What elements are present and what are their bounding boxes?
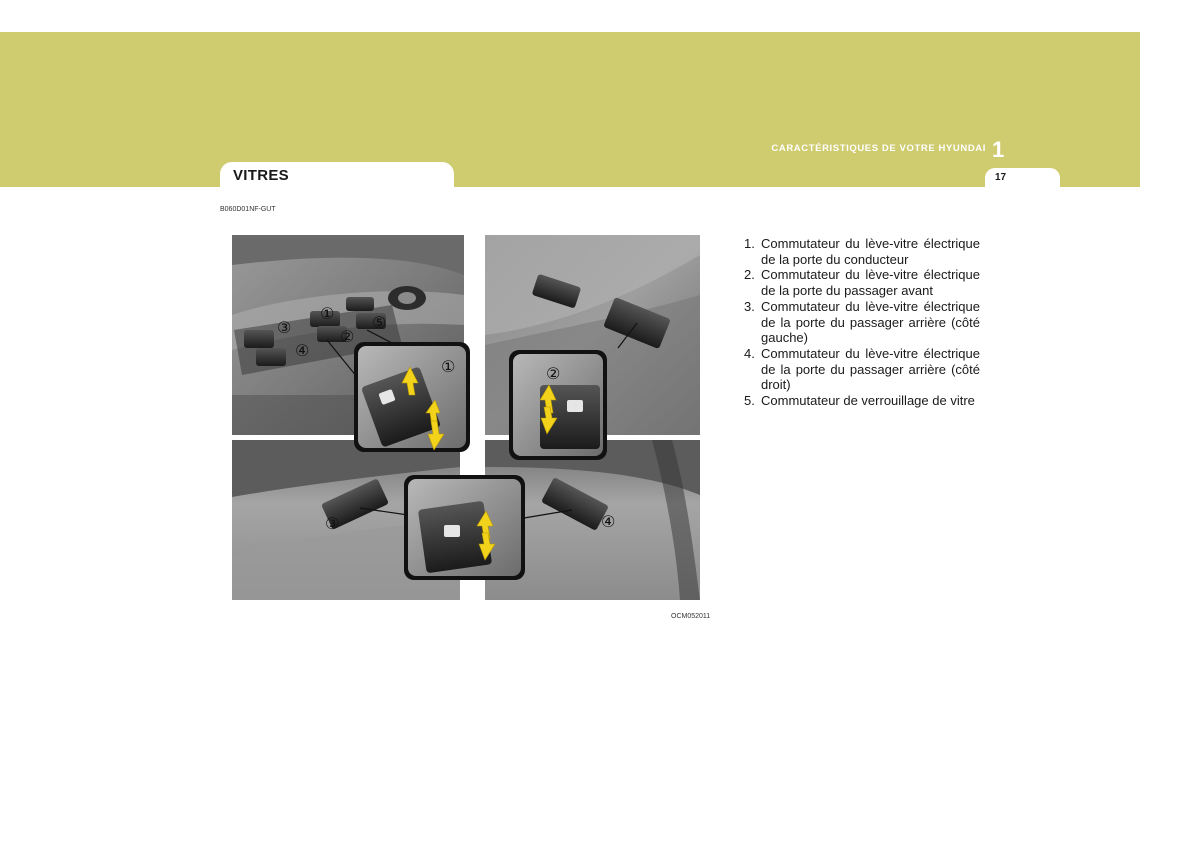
section-title: VITRES xyxy=(233,167,289,184)
figure-code: OCM052011 xyxy=(671,613,711,620)
marker-1-inset: ① xyxy=(441,357,456,376)
chapter-title: CARACTÉRISTIQUES DE VOTRE HYUNDAI xyxy=(771,143,986,154)
marker-2: ② xyxy=(340,327,355,346)
marker-4: ④ xyxy=(295,341,310,360)
marker-1-driver: ① xyxy=(320,304,335,323)
list-item: 4. Commutateur du lève-vitre électrique de la porte du passager arrière (côté droit) xyxy=(744,345,980,393)
marker-2-inset: ② xyxy=(546,364,561,383)
list-item: 5. Commutateur de verrouillage de vitre xyxy=(744,393,975,409)
chapter-number: 1 xyxy=(992,137,1005,162)
chapter-header-band xyxy=(0,32,1140,187)
window-switch-figure xyxy=(232,235,700,600)
list-item: 3. Commutateur du lève-vitre électrique de la porte du passager arrière (côté gauche) xyxy=(744,298,980,346)
zoom-inset-rear xyxy=(404,475,525,580)
marker-3-rear: ③ xyxy=(325,514,340,533)
callout-list xyxy=(744,236,980,409)
marker-5: ⑤ xyxy=(372,313,387,332)
marker-4-rear: ④ xyxy=(601,512,616,531)
page-number: 17 xyxy=(995,172,1007,183)
marker-3: ③ xyxy=(277,318,292,337)
list-item: 2. Commutateur du lève-vitre électrique de la porte du passager avant xyxy=(744,267,980,299)
reference-code: B060D01NF-GUT xyxy=(220,206,276,213)
list-item: 1. Commutateur du lève-vitre électrique de la porte du conducteur xyxy=(744,236,980,267)
